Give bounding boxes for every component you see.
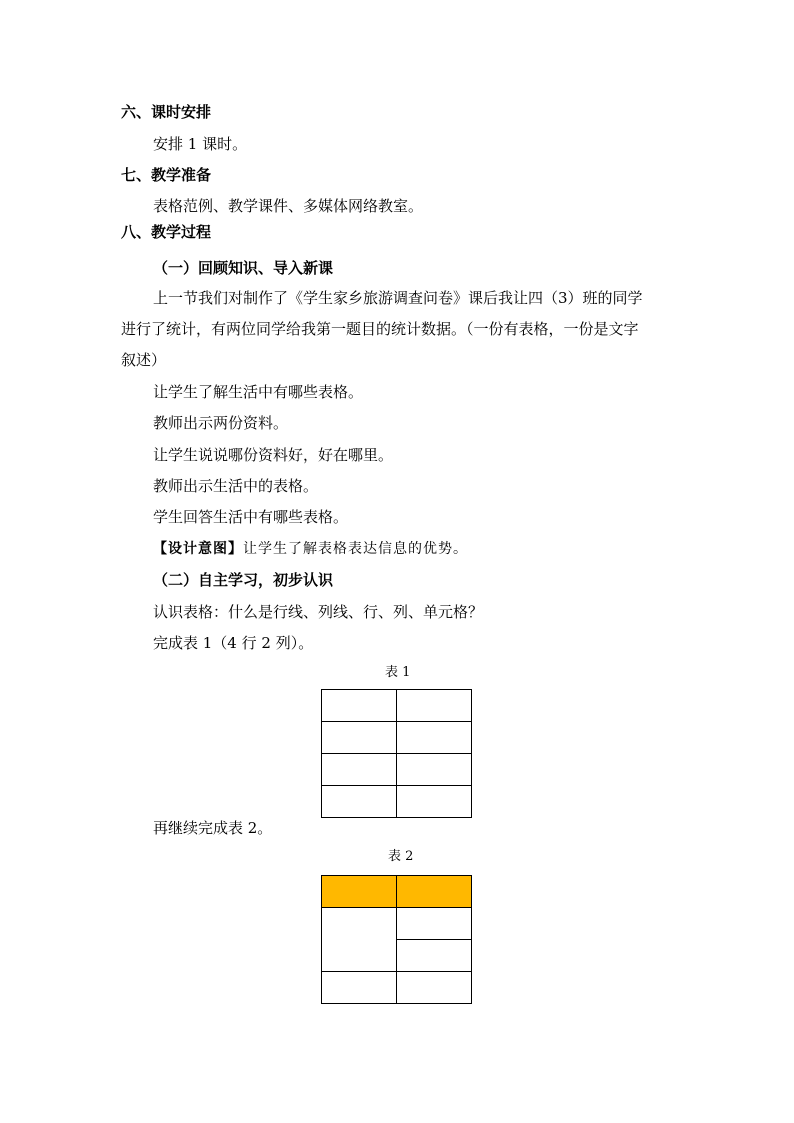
- complete-table-1-line: 完成表 1（4 行 2 列）。: [153, 634, 314, 652]
- step-4: 教师出示生活中的表格。: [153, 477, 319, 495]
- merged-cell: [322, 908, 397, 972]
- intro-line-2: 进行了统计，有两位同学给我第一题目的统计数据。（一份有表格，一份是文字: [121, 320, 639, 338]
- table-cell: [397, 754, 472, 786]
- table-cell: [322, 690, 397, 722]
- table-header-row: [322, 876, 472, 908]
- table-cell: [322, 786, 397, 818]
- part-1-title: （一）回顾知识、导入新课: [153, 259, 334, 277]
- table-cell: [397, 940, 472, 972]
- table-1: [321, 689, 472, 818]
- design-intent: [153, 539, 468, 559]
- table-cell: [397, 786, 472, 818]
- table-cell: [397, 722, 472, 754]
- table-cell: [322, 722, 397, 754]
- table-row: [322, 722, 472, 754]
- design-intent-tag: 【设计意图】: [153, 541, 243, 557]
- intro-line-3: 叙述）: [121, 351, 167, 369]
- step-5: 学生回答生活中有哪些表格。: [153, 508, 349, 526]
- table-header-cell: [397, 876, 472, 908]
- table-cell: [397, 908, 472, 940]
- table-row: [322, 786, 472, 818]
- table-cell: [397, 690, 472, 722]
- section-6-heading: 六、课时安排: [121, 103, 212, 121]
- part-2-title: （二）自主学习，初步认识: [153, 571, 334, 589]
- table-cell: [397, 972, 472, 1004]
- table-2-caption: 表 2: [388, 849, 414, 864]
- table-2: [321, 875, 472, 1004]
- table-header-cell: [322, 876, 397, 908]
- table-row: [322, 972, 472, 1004]
- table-row: [322, 908, 472, 940]
- design-intent-text: 让学生了解表格表达信息的优势。: [243, 541, 468, 557]
- table-row: [322, 754, 472, 786]
- complete-table-2-line: 再继续完成表 2。: [153, 819, 273, 837]
- section-7-heading: 七、教学准备: [121, 166, 212, 184]
- table-1-caption: 表 1: [385, 665, 411, 680]
- step-2: 教师出示两份资料。: [153, 414, 289, 432]
- table-cell: [322, 754, 397, 786]
- step-3: 让学生说说哪份资料好，好在哪里。: [153, 446, 394, 464]
- section-7-text: 表格范例、教学课件、多媒体网络教室。: [153, 197, 424, 215]
- step-1: 让学生了解生活中有哪些表格。: [153, 383, 364, 401]
- section-6-text: 安排 1 课时。: [153, 135, 248, 153]
- section-8-heading: 八、教学过程: [121, 223, 212, 241]
- table-row: [322, 690, 472, 722]
- table-concepts-line: 认识表格：什么是行线、列线、行、列、单元格？: [153, 603, 484, 621]
- intro-line-1: 上一节我们对制作了《学生家乡旅游调查问卷》课后我让四（3）班的同学: [153, 289, 643, 307]
- table-cell: [322, 972, 397, 1004]
